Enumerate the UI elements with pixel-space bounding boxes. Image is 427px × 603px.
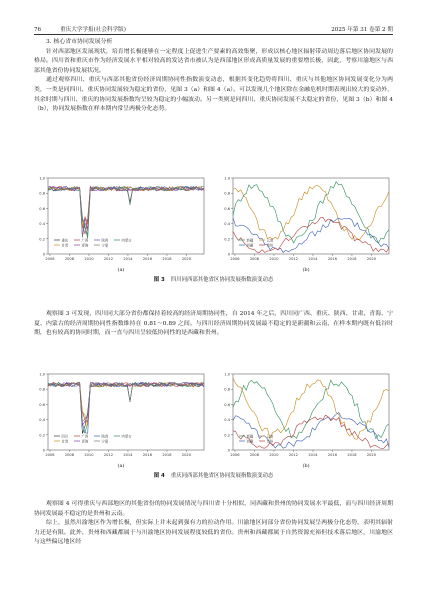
x-tick-label: 2018 [347,453,357,457]
y-tick-label: 0 [227,252,230,257]
legend-label: 重庆 [61,238,69,243]
y-tick-label: 0.4 [224,222,230,227]
x-tick-label: 2006 [45,453,55,457]
x-tick-label: 2014 [308,453,318,457]
x-tick-label: 2006 [230,453,240,457]
x-tick-label: 2016 [327,453,338,457]
x-tick-label: 2012 [288,257,299,261]
figure-3a [34,174,208,273]
y-tick-label: 0.4 [224,418,230,423]
y-tick-label: 0 [227,448,230,453]
series-line [48,382,204,425]
y-tick-label: 1.0 [224,176,230,181]
legend-label: 宁夏 [101,439,109,444]
paragraph-4: 观察图 4 可得重庆与西部地区的其他省份的协同发展情况与四川省十分相似，同西藏和贵州的协同发展水平最低，而与四川经济周期协同发展最不稳定的是贵州和云南。 [34,501,393,517]
y-tick-label: 0.8 [39,191,45,196]
page-number: 76 [34,27,42,33]
series-line [48,383,204,423]
series-line [48,186,204,235]
series-line [48,187,204,238]
series-line [233,218,389,253]
body-text-bottom [34,500,393,548]
x-tick-label: 2016 [142,453,153,457]
figure-4b-label: (b) [302,463,310,469]
y-tick-label: 0.2 [39,433,45,438]
y-tick-label: 0.8 [39,387,45,392]
series-line [233,182,389,243]
legend-label: 西藏 [246,243,254,248]
legend-label: 内蒙古 [121,238,132,243]
x-tick-label: 2018 [162,257,172,261]
x-tick-label: 2010 [84,257,94,261]
legend-label: 内蒙古 [121,434,132,439]
y-tick-label: 0 [42,252,45,257]
figure-3a-label: (a) [117,267,125,273]
figure-4b-chart [219,370,393,462]
series-line [233,413,389,449]
x-tick-label: 2020 [366,453,377,457]
y-tick-label: 0.4 [39,222,45,227]
y-tick-label: 0.8 [224,387,230,392]
series-line [48,187,204,229]
figure-3-caption-label: 图 3 [153,277,165,283]
figure-3b-label: (b) [302,267,310,273]
x-tick-label: 2008 [249,257,260,261]
figure-3b [219,174,393,273]
figure-4-caption-text: 重庆同西部其他省区协同发展指数演变动态 [170,473,274,479]
plot-frame [233,178,389,254]
x-tick-label: 2006 [230,257,240,261]
series-line [48,187,204,237]
series-line [48,187,204,229]
journal-title: 重庆大学学报(社会科学版) [60,27,126,33]
x-tick-label: 2008 [249,453,260,457]
legend-label: 陕西 [101,434,109,439]
figure-3b-chart [219,174,393,266]
legend-label: 甘肃 [61,439,69,444]
legend-label: 青海 [81,243,89,248]
legend-label: 青海 [81,439,89,444]
legend-label: 四川 [61,434,69,439]
x-tick-label: 2014 [308,257,318,261]
legend-label: 陕西 [101,238,109,243]
y-tick-label: 1.0 [224,372,230,377]
figure-4-caption [34,471,393,479]
legend-label: 云南 [266,434,274,439]
volume-info: 2025 年第 31 卷第 2 期 [331,27,393,33]
running-header [34,22,393,35]
section-title: 3. 核心省市协同发展分析 [46,39,113,45]
y-tick-label: 0.8 [224,191,230,196]
x-tick-label: 2016 [327,257,338,261]
legend-label: 西藏 [246,439,254,444]
x-tick-label: 2020 [366,257,377,261]
x-tick-label: 2018 [162,453,172,457]
x-tick-label: 2008 [64,257,75,261]
y-tick-label: 0.4 [39,418,45,423]
figure-4a-label: (a) [117,463,125,469]
x-tick-label: 2012 [103,453,114,457]
legend-label: 云南 [266,238,274,243]
paragraph-2: 通过观察四川、重庆与西部其他省份经济周期协同性指数演变动态，根据其变化趋势将四川、重庆与其他地区协同发展变化分为两类，一类是同四川、重庆协同发展较为稳定的省份，见图 3（a）和图 4（a）。可以发现几个地区除在金融危机时期表现出较大的变动外，其余时期与四川、重庆的协同发展指数均呈较为稳定的小幅波动。另一类则是同四川、重庆协同发展不太稳定的省份，见图 3（b）和图 4（b），协同发展指数在样本期内常呈两极分化态势。 [34,77,393,113]
x-tick-label: 2020 [181,453,192,457]
figure-4-caption-label: 图 4 [153,473,165,479]
figure-4a [34,370,208,469]
figure-3-caption [34,275,393,283]
y-tick-label: 0.6 [224,206,230,211]
series-line [48,186,204,234]
figure-4 [34,370,393,479]
x-tick-label: 2014 [123,257,133,261]
y-tick-label: 0.6 [224,402,230,407]
body-text-top [34,38,393,115]
y-tick-label: 1.0 [39,372,45,377]
x-tick-label: 2018 [347,257,357,261]
x-tick-label: 2014 [123,453,133,457]
series-line [48,382,204,425]
x-tick-label: 2010 [269,453,279,457]
x-tick-label: 2012 [103,257,114,261]
legend-label: 新疆 [246,238,254,243]
figure-3-caption-text: 四川同西部其他省区协同发展指数演变动态 [170,277,274,283]
x-tick-label: 2010 [269,257,279,261]
legend-label: 广西 [81,238,89,243]
x-tick-label: 2006 [45,257,55,261]
paragraph-3: 观察图 3 可发现，四川同大部分省份都保持着较高的经济周期协同性，自 2014 年之后，四川同广西、重庆、陕西、甘肃、青海、宁夏、内蒙古的经济周期协同性指数维持在 0.81～0.89 之间。与四川经济周期协同发展最不稳定的是新疆和云南，在样本期内既有低谷时期，也有较高的协同时期，而一直与四川呈较低协同性的是西藏和贵州。 [34,311,393,337]
x-tick-label: 2020 [181,257,192,261]
x-tick-label: 2008 [64,453,75,457]
figure-4b [219,370,393,469]
series-line [233,217,389,252]
x-tick-label: 2016 [142,257,153,261]
series-line [48,382,204,421]
series-line [48,383,204,434]
y-tick-label: 0 [42,448,45,453]
y-tick-label: 0.6 [39,402,45,407]
body-text-middle [34,310,393,339]
legend-label: 贵州 [266,439,274,444]
legend-label: 新疆 [246,434,254,439]
y-tick-label: 0.2 [224,237,230,242]
y-tick-label: 1.0 [39,176,45,181]
series-line [48,382,204,433]
paragraph-5: 综上，虽然川渝地区作为增长极，但实际上并未起到强有力的拉动作用。川渝地区同部分省份协同发展呈两极分化态势，表明其辐射力还是有限。此外，贵州和西藏都属于与川渝地区协同发展程度较低的省份。贵州和西藏都属于自然资源充裕但技术落后地区，川渝地区与这些偏远地区经 [34,520,393,546]
legend-label: 甘肃 [61,243,69,248]
y-tick-label: 0.2 [224,433,230,438]
legend-label: 广西 [81,434,89,439]
y-tick-label: 0.6 [39,206,45,211]
series-line [48,186,204,238]
legend-label: 宁夏 [101,243,109,248]
figure-3 [34,174,393,283]
figure-4a-chart [34,370,208,462]
x-tick-label: 2010 [84,453,94,457]
series-line [48,382,204,432]
figure-3a-chart [34,174,208,266]
x-tick-label: 2012 [288,453,299,457]
y-tick-label: 0.2 [39,237,45,242]
paragraph-1: 针对西部地区发展现状，培育增长极能够在一定程度上促进生产要素的高效集聚，形成以核心地区辐射带动周边落后地区协同发展的格局。四川省和重庆市作为经济发展水平相对较高的发达省市被认为是西部地区形成高质量发展的重要增长极，因此，考察川渝地区与西部其他省份协同发展状况。 [34,48,393,74]
legend-label: 贵州 [266,243,274,248]
